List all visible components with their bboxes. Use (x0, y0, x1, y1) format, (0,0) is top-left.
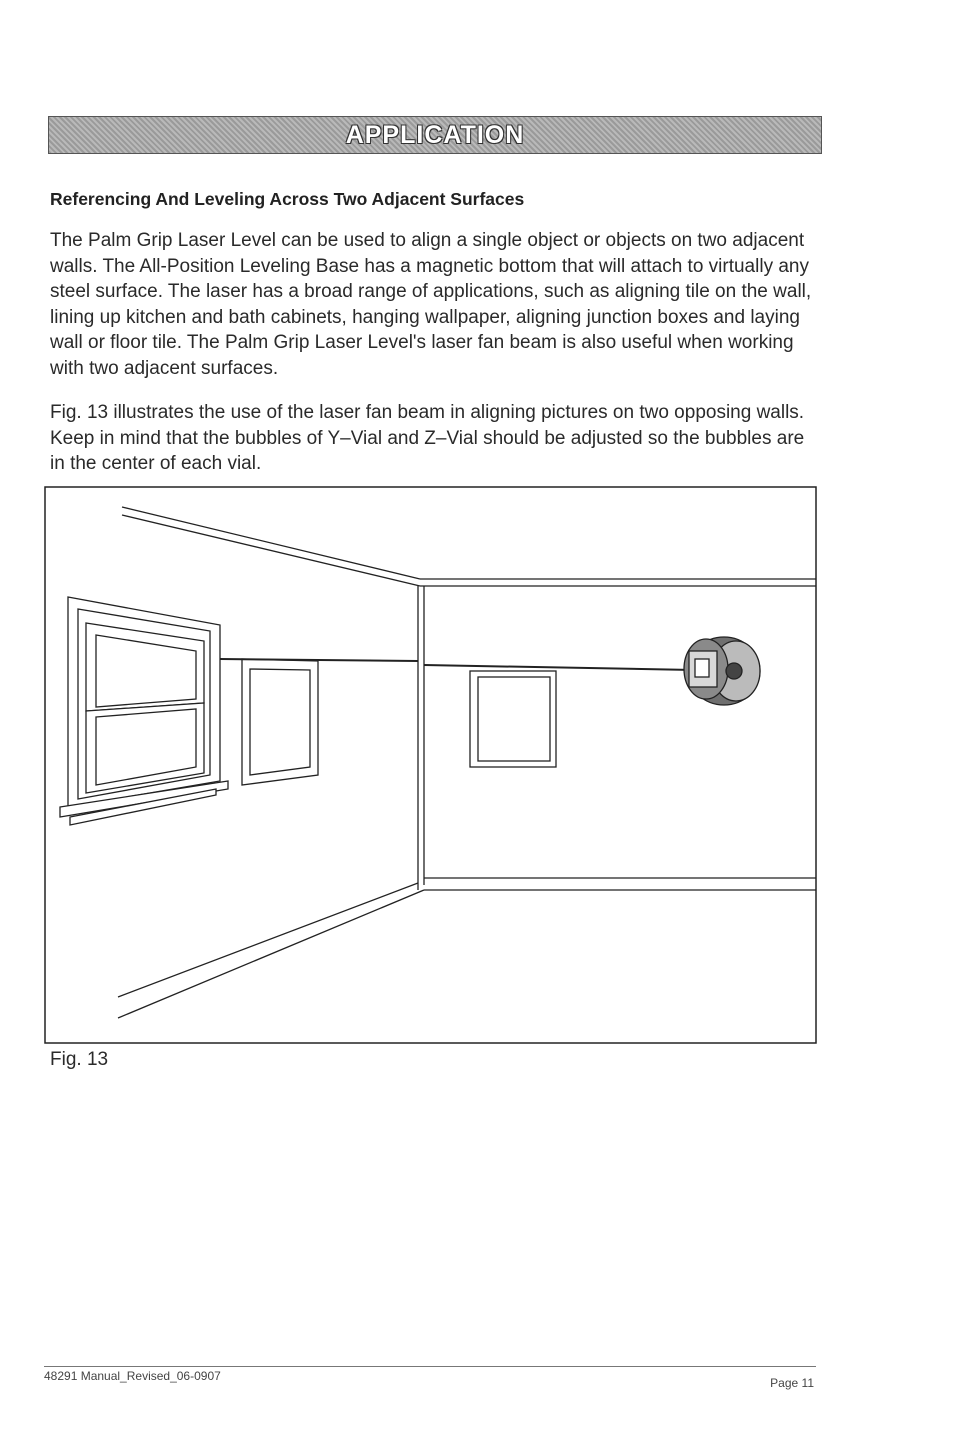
section-heading: Referencing And Leveling Across Two Adjacent Surfaces (50, 189, 525, 209)
footer-page-number: Page 11 (770, 1376, 814, 1390)
window (60, 597, 228, 825)
section-banner (48, 116, 822, 154)
picture-right-wall (470, 671, 556, 767)
figure-caption: Fig. 13 (50, 1049, 109, 1070)
room-illustration (44, 485, 818, 1045)
paragraph-figure-description: Fig. 13 illustrates the use of the laser fan beam in aligning pictures on two opposing walls. Keep in mind that the bubbles of Y–Vial and Z–Vial should be adjusted so the bubbles are in the center of each vial. (50, 402, 805, 474)
picture-left-wall (242, 659, 318, 785)
section-title: APPLICATION (345, 120, 525, 149)
laser-level-device (684, 637, 760, 705)
figure-13-illustration (44, 485, 818, 1045)
footer-document-id: 48291 Manual_Revised_06-0907 (44, 1369, 221, 1383)
footer-divider (44, 1366, 816, 1367)
paragraph-intro: The Palm Grip Laser Level can be used to align a single object or objects on two adjacent walls. The All-Position Leveling Base has a magnetic bottom that will attach to virtually any steel surface. The laser has a broad range of applications, such as aligning tile on the wall, lining up kitchen and bath cabinets, hanging wallpaper, aligning junction boxes and laying wall or floor tile. The Palm Grip Laser Level's laser fan beam is also useful when working with two adjacent surfaces. (50, 230, 812, 379)
